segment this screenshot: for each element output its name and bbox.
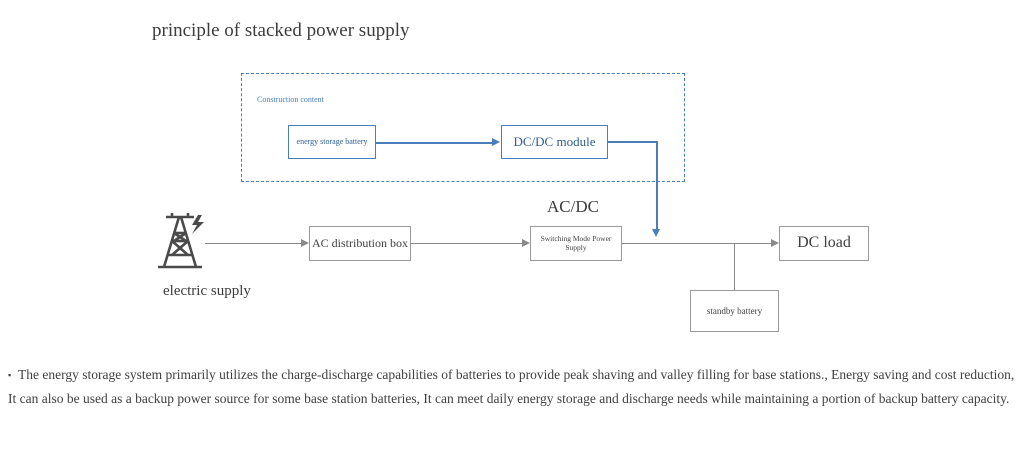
acdc-label: AC/DC — [547, 197, 599, 216]
connector-dcdc-down — [656, 141, 658, 230]
node-dc-load[interactable]: DC load — [779, 226, 869, 261]
page-title: principle of stacked power supply — [152, 20, 410, 41]
bullet-marker: ▪ — [8, 370, 12, 381]
connector-battery-to-dcdc — [376, 142, 493, 144]
summary-note-text: The energy storage system primarily utilizes the charge-discharge capabilities of batteries to provide peak shaving and valley filling for base stations., Energy saving and cost reduction, It can also be used as a backup power source for some base station batteries, It can meet daily energy storage and discharge needs while maintaining a portion of backup battery capacity. — [8, 367, 1015, 406]
connector-dcdc-right-stub — [608, 141, 657, 143]
arrowhead-smps-to-dc-load — [771, 239, 779, 247]
node-standby-battery[interactable]: standby battery — [690, 290, 779, 332]
power-pylon-icon — [152, 207, 210, 269]
node-energy-storage-battery[interactable]: energy storage battery — [288, 125, 376, 159]
connector-supply-to-ac-box — [205, 243, 302, 244]
node-ac-distribution-box[interactable]: AC distribution box — [309, 226, 411, 261]
connector-bus-to-standby-battery — [734, 243, 735, 291]
node-switching-mode-power-supply[interactable]: Switching Mode Power Supply — [530, 226, 622, 261]
arrowhead-dcdc-to-bus — [652, 229, 660, 237]
arrowhead-ac-box-to-smps — [522, 239, 530, 247]
arrowhead-supply-to-ac-box — [301, 239, 309, 247]
connector-smps-to-dc-load — [622, 243, 772, 244]
construction-content-label: Construction content — [257, 95, 324, 104]
electric-supply-label: electric supply — [163, 283, 251, 299]
arrowhead-battery-to-dcdc — [492, 138, 500, 146]
node-dcdc-module[interactable]: DC/DC module — [501, 125, 608, 159]
summary-note — [8, 363, 1016, 410]
connector-ac-box-to-smps — [411, 243, 523, 244]
